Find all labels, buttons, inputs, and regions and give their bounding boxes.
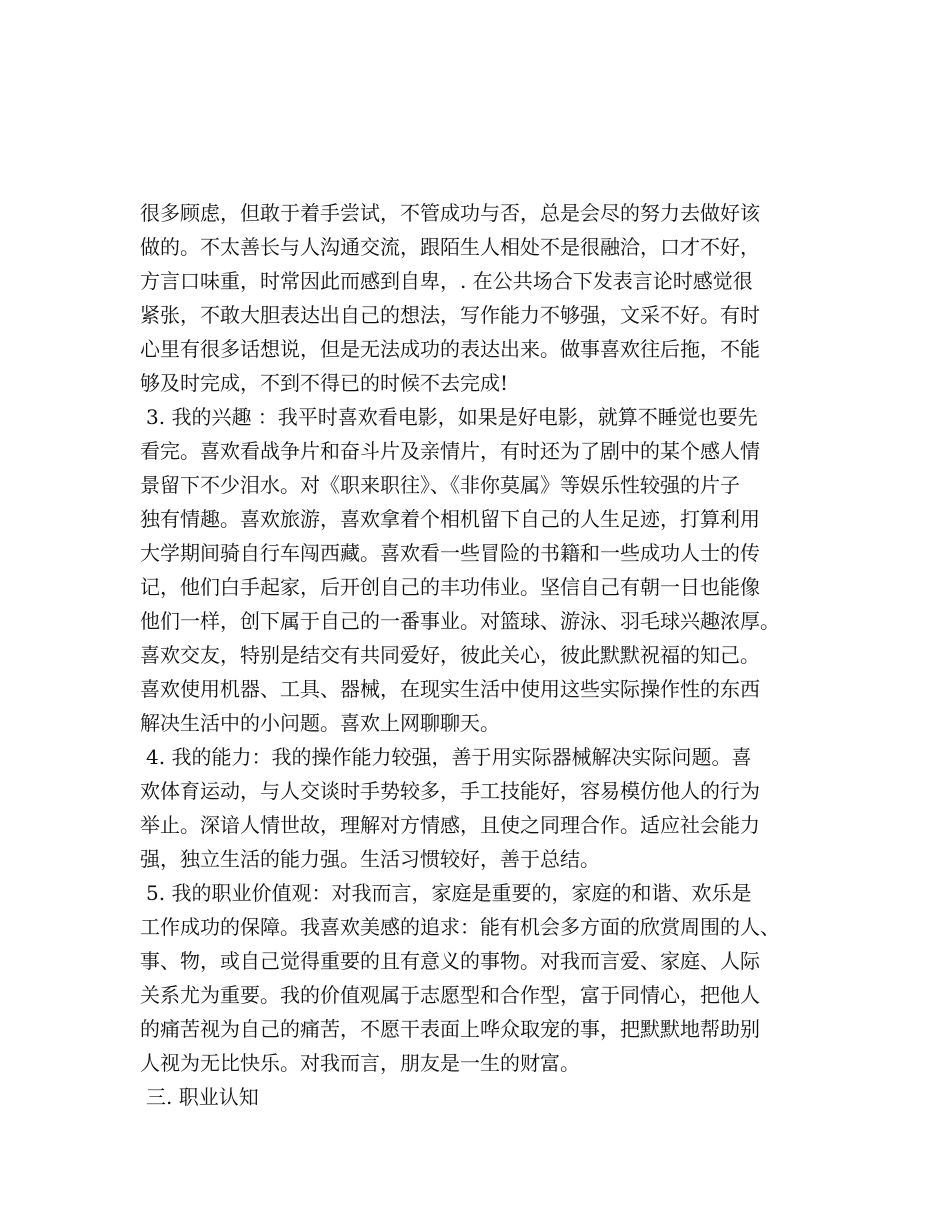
text-line: 喜欢交友，特别是结交有共同爱好，彼此关心，彼此默默祝福的知己。: [140, 643, 760, 667]
text-line: 5. 我的职业价值观：对我而言，家庭是重要的，家庭的和谐、欢乐是: [146, 881, 752, 905]
text-line: 记，他们白手起家，后开创自己的丰功伟业。坚信自己有朝一日也能像: [140, 575, 760, 599]
text-line: 欢体育运动，与人交谈时手势较多，手工技能好，容易模仿他人的行为: [140, 779, 760, 803]
text-line: 3. 我的兴趣 ：我平时喜欢看电影，如果是好电影，就算不睡觉也要先: [146, 405, 758, 429]
text-line: 三. 职业认知: [146, 1085, 259, 1109]
text-line: 的痛苦视为自己的痛苦，不愿干表面上哗众取宠的事，把默默地帮助别: [140, 1017, 760, 1041]
text-line: 工作成功的保障。我喜欢美感的追求：能有机会多方面的欣赏周围的人、: [140, 915, 780, 939]
text-line: 人视为无比快乐。对我而言，朋友是一生的财富。: [140, 1051, 580, 1075]
text-line: 喜欢使用机器、工具、器械，在现实生活中使用这些实际操作性的东西: [140, 677, 760, 701]
text-line: 方言口味重，时常因此而感到自卑，. 在公共场合下发表言论时感觉很: [140, 269, 753, 293]
text-line: 很多顾虑，但敢于着手尝试，不管成功与否，总是会尽的努力去做好该: [140, 201, 760, 225]
text-line: 够及时完成，不到不得已的时候不去完成!: [140, 371, 509, 395]
text-line: 4. 我的能力：我的操作能力较强，善于用实际器械解决实际问题。喜: [146, 745, 752, 769]
text-line: 独有情趣。喜欢旅游，喜欢拿着个相机留下自己的人生足迹，打算利用: [140, 507, 760, 531]
text-line: 心里有很多话想说，但是无法成功的表达出来。做事喜欢往后拖，不能: [140, 337, 760, 361]
text-line: 强，独立生活的能力强。生活习惯较好，善于总结。: [140, 847, 600, 871]
text-line: 景留下不少泪水。对《职来职往》、《非你莫属》等娱乐性较强的片子: [140, 473, 740, 497]
text-line: 事、物，或自己觉得重要的且有意义的事物。对我而言爱、家庭、人际: [140, 949, 760, 973]
text-line: 做的。不太善长与人沟通交流，跟陌生人相处不是很融洽，口才不好，: [140, 235, 760, 259]
text-line: 大学期间骑自行车闯西藏。喜欢看一些冒险的书籍和一些成功人士的传: [140, 541, 760, 565]
body-text: [140, 196, 830, 1114]
text-line: 紧张，不敢大胆表达出自己的想法，写作能力不够强，文采不好。有时: [140, 303, 760, 327]
text-line: 关系尤为重要。我的价值观属于志愿型和合作型，富于同情心，把他人: [140, 983, 760, 1007]
text-line: 举止。深谙人情世故，理解对方情感，且使之同理合作。适应社会能力: [140, 813, 760, 837]
text-line: 他们一样，创下属于自己的一番事业。对篮球、游泳、羽毛球兴趣浓厚。: [140, 609, 780, 633]
text-line: 解决生活中的小问题。喜欢上网聊聊天。: [140, 711, 500, 735]
text-line: 看完。喜欢看战争片和奋斗片及亲情片，有时还为了剧中的某个感人情: [140, 439, 760, 463]
